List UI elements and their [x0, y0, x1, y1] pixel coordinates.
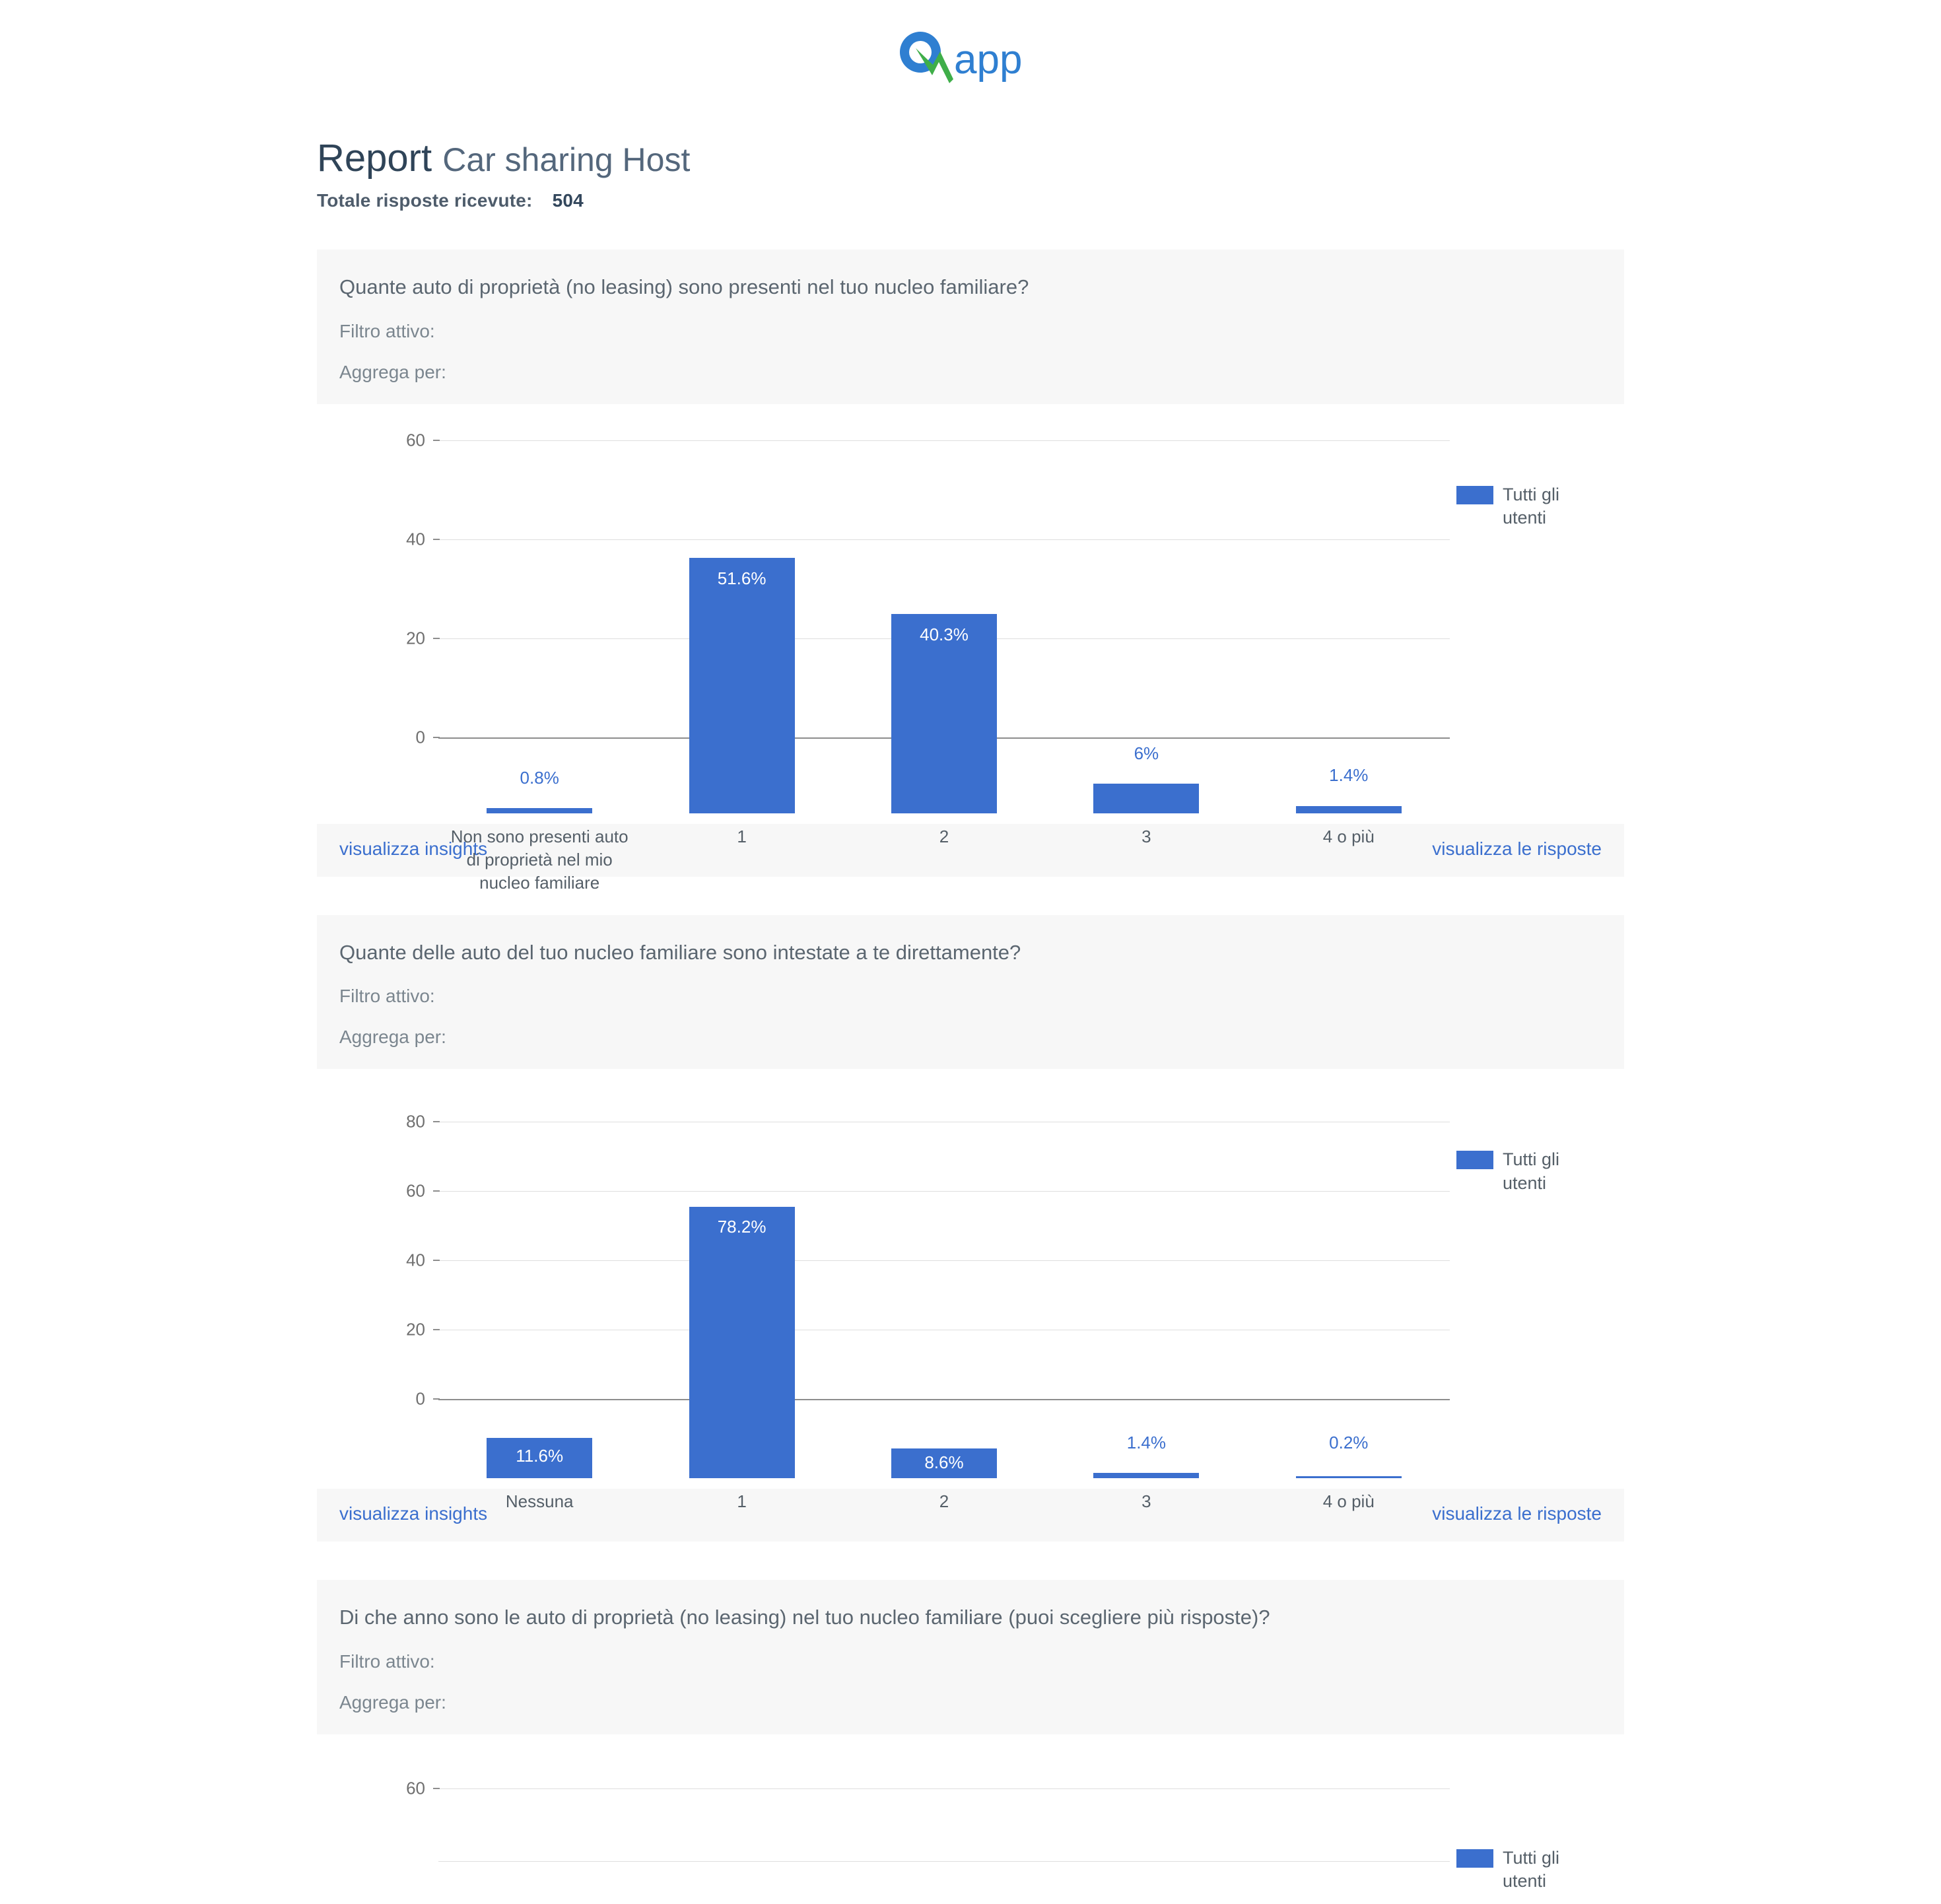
x-axis-label: 1: [737, 1491, 747, 1512]
bar-slot[interactable]: [843, 1161, 1045, 1512]
bar-slot[interactable]: [640, 1161, 842, 1512]
page-title-strong: Report: [317, 137, 432, 180]
bar-slot[interactable]: [640, 493, 842, 846]
y-tick-label: 0: [415, 727, 425, 747]
bar-value-label: 1.4%: [1126, 1433, 1167, 1453]
bar-slot[interactable]: [1248, 493, 1450, 846]
legend-label: Tutti gli utenti: [1503, 1149, 1560, 1193]
bar-group: [438, 1082, 1450, 1512]
total-responses-value: 504: [552, 189, 584, 211]
legend-swatch: [1456, 1151, 1493, 1169]
report-header: [317, 137, 1624, 211]
bar[interactable]: [487, 808, 592, 813]
legend-label: Tutti gli utenti: [1503, 484, 1560, 527]
chart-legend: [1456, 1082, 1608, 1478]
bar-value-label: 6%: [1134, 743, 1159, 763]
bar-slot[interactable]: [843, 493, 1045, 846]
svg-text:app: app: [954, 37, 1023, 83]
y-tick-label: 60: [406, 1180, 425, 1201]
bar-chart-3: [333, 1748, 1456, 1880]
x-axis-label: 2: [939, 1491, 949, 1512]
legend-swatch: [1456, 486, 1493, 504]
brand-logo: [0, 0, 1941, 96]
total-responses-label: Totale risposte ricevute:: [317, 189, 533, 211]
y-tick-label: 20: [406, 1319, 425, 1340]
question-card-head: [317, 1580, 1624, 1720]
question-card: [317, 250, 1624, 893]
page-title-light: Car sharing Host: [442, 141, 691, 178]
question-card: [317, 1580, 1624, 1903]
bar[interactable]: [1296, 806, 1402, 813]
bar-slot[interactable]: [1248, 1161, 1450, 1512]
legend-label: Tutti gli utenti: [1503, 1848, 1560, 1891]
question-card: [317, 915, 1624, 1542]
filtro-attivo-row[interactable]: Filtro attivo:: [339, 986, 435, 1007]
visualizza-insights-link[interactable]: visualizza insights: [339, 1503, 488, 1524]
bar-slot[interactable]: [438, 493, 640, 893]
x-axis-label: 4 o più: [1322, 826, 1375, 846]
qapp-logo: [885, 24, 1056, 90]
x-axis-label: Non sono presenti auto di proprietà nel mio nucleo familiare: [450, 826, 629, 893]
question-text: Quante delle auto del tuo nucleo familiare sono intestate a te direttamente?: [339, 940, 1021, 964]
page-title: [317, 137, 1624, 180]
x-axis-label: 3: [1141, 826, 1151, 846]
y-tick-label: 0: [415, 1388, 425, 1409]
bar[interactable]: [1093, 784, 1199, 813]
x-axis-label: 1: [737, 826, 747, 846]
total-responses: [317, 190, 1624, 211]
question-card-head: [317, 915, 1624, 1055]
filtro-attivo-row[interactable]: Filtro attivo:: [339, 320, 435, 341]
aggrega-per-row[interactable]: Aggrega per:: [339, 1027, 446, 1048]
chart-area: [317, 1069, 1624, 1512]
bar[interactable]: [1093, 1473, 1199, 1478]
chart-area: [317, 1734, 1624, 1903]
y-tick-label: 80: [406, 1111, 425, 1132]
bar-value-label: 0.2%: [1329, 1433, 1369, 1453]
aggrega-per-row[interactable]: Aggrega per:: [339, 361, 446, 382]
bar[interactable]: [1296, 1476, 1402, 1478]
bar-value-label: 0.8%: [520, 767, 559, 788]
x-axis-label: 4 o più: [1322, 1491, 1375, 1512]
visualizza-risposte-link[interactable]: visualizza le risposte: [1432, 838, 1602, 859]
y-tick-label: 40: [406, 1250, 425, 1270]
visualizza-risposte-link[interactable]: visualizza le risposte: [1432, 1503, 1602, 1524]
bar-value-label: 40.3%: [920, 624, 969, 644]
y-tick-label: 60: [406, 430, 425, 450]
bar-slot[interactable]: [1045, 493, 1247, 846]
legend-swatch: [1456, 1849, 1493, 1868]
question-text: Di che anno sono le auto di proprietà (no leasing) nel tuo nucleo familiare (puoi scegliere più risposte)?: [339, 1606, 1270, 1629]
bar-group: [438, 1748, 1450, 1880]
bar[interactable]: [689, 558, 795, 813]
bar-value-label: 8.6%: [924, 1452, 964, 1473]
bar-value-label: 1.4%: [1329, 765, 1369, 785]
x-axis-label: 3: [1141, 1491, 1151, 1512]
y-tick-label: 60: [406, 1778, 425, 1798]
question-text: Quante auto di proprietà (no leasing) sono presenti nel tuo nucleo familiare?: [339, 275, 1029, 298]
x-axis-label: 2: [939, 826, 949, 846]
bar-value-label: 11.6%: [516, 1446, 564, 1466]
bar-slot[interactable]: [438, 1161, 640, 1512]
chart-legend: [1456, 417, 1608, 813]
bar-value-label: 51.6%: [717, 568, 766, 588]
bar-chart-2: [333, 1082, 1456, 1512]
bar[interactable]: [689, 1207, 795, 1478]
filtro-attivo-row[interactable]: Filtro attivo:: [339, 1651, 435, 1672]
aggrega-per-row[interactable]: Aggrega per:: [339, 1692, 446, 1713]
bar-slot[interactable]: [1045, 1161, 1247, 1512]
visualizza-insights-link[interactable]: visualizza insights: [339, 838, 488, 859]
bar-value-label: 78.2%: [717, 1217, 766, 1237]
bar-group: [438, 417, 1450, 893]
question-card-head: [317, 250, 1624, 390]
x-axis-label: Nessuna: [505, 1491, 574, 1512]
y-tick-label: 20: [406, 628, 425, 648]
chart-legend: [1456, 1748, 1608, 1893]
y-tick-label: 40: [406, 529, 425, 549]
qapp-logo-icon: [885, 24, 1056, 90]
